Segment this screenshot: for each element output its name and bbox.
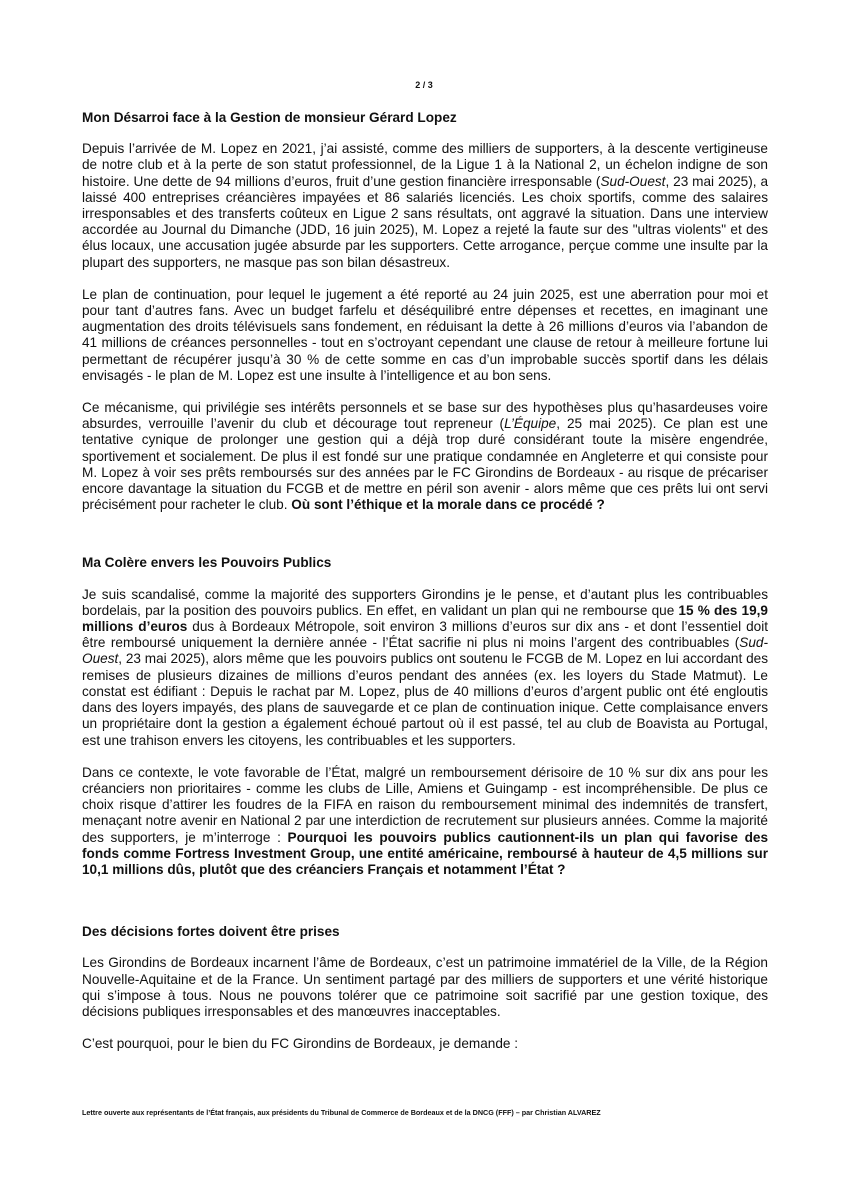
paragraph (82, 400, 768, 513)
page-number: 2 / 3 (415, 80, 433, 90)
text-run: , 23 mai 2025), a laissé 400 entreprises créancières impayées et 86 salariés licenciés. Les choix sportifs, comme des salaires irresponsables et des transferts coûteux en Ligue 2 sans résultats, ont aggravé la situation. Dans une interview accordée au Journal du Dimanche (JDD, 16 juin 2025), M. Lopez a rejeté la faute sur des "ultras violents" et des élus locaux, une accusation jugée absurde par les supporters. Cette arrogance, perçue comme une insulte par la plupart des supporters, ne masque pas son bilan désastreux. (82, 173, 769, 270)
paragraph (82, 587, 768, 749)
paragraph (82, 287, 768, 384)
source-citation: L’Équipe (504, 416, 557, 432)
paragraph (82, 955, 768, 1020)
text-run: Dans ce contexte, le vote favorable de l’État, malgré un remboursement dérisoire de 10 % sur dix ans pour les créanciers non prioritaires - comme les clubs de Lille, Amiens et Guingamp - est incompréhensible. De plus ce choix risque d’attirer les foudres de la FIFA en raison du remboursement minimal des indemnités de transfert, menaçant notre avenir en National 2 par une interdiction de recrutement sur plusieurs années. Comme la majorité des supporters, je m’interroge : (82, 764, 768, 845)
text-run: dus à Bordeaux Métropole, soit environ 3 millions d’euros sur dix ans - et dont l’essentiel doit être remboursé uniquement la dernière année - l’État sacrifie ni plus ni moins l’argent des contribuables ( (82, 619, 768, 651)
text-run: Les Girondins de Bordeaux incarnent l’âme de Bordeaux, c’est un patrimoine immatériel de la Ville, de la Région Nouvelle-Aquitaine et de la France. Un sentiment partagé par des milliers de supporters et une vérité historique qui s’impose à tous. Nous ne pouvons tolérer que ce patrimoine soit sacrifié par une gestion toxique, des décisions publiques irresponsables et des manœuvres inacceptables. (82, 955, 768, 1019)
section-public-authorities (82, 555, 768, 878)
section-heading: Des décisions fortes doivent être prises (82, 924, 340, 940)
text-run: C’est pourquoi, pour le bien du FC Girondins de Bordeaux, je demande : (82, 1036, 519, 1052)
text-run: Depuis l’arrivée de M. Lopez en 2021, j’ai assisté, comme des milliers de supporters, à la descente vertigineuse de notre club et à la perte de son statut professionnel, de la Ligue 1 à la National 2, un échelon indigne de son histoire. Une dette de 94 millions d’euros, fruit d’une gestion financière irresponsable ( (82, 141, 768, 189)
source-citation: Sud-Ouest (600, 173, 666, 189)
source-citation: Sud-Ouest (82, 635, 768, 667)
section-heading: Mon Désarroi face à la Gestion de monsieur Gérard Lopez (82, 110, 457, 125)
section-heading: Ma Colère envers les Pouvoirs Publics (82, 555, 332, 571)
section-strong-decisions (82, 924, 768, 1052)
footer-note: Lettre ouverte aux représentants de l’État français, aux présidents du Tribunal de Commerce de Bordeaux et de la DNCG (FFF) – par Christian ALVAREZ (82, 1108, 601, 1117)
section-lopez-management (82, 110, 768, 513)
letter-body (82, 110, 768, 1068)
emphasis-bold: Pourquoi les pouvoirs publics cautionnent-ils un plan qui favorise des fonds comme Fortress Investment Group, une entité américaine, remboursé à hauteur de 4,5 millions sur 10,1 millions dûs, plutôt que des créanciers Français et notamment l’État ? (82, 829, 768, 877)
emphasis-bold: 15 % des 19,9 millions d’euros (82, 602, 768, 635)
emphasis-bold: Où sont l’éthique et la morale dans ce procédé ? (291, 497, 605, 513)
paragraph (82, 141, 768, 271)
spacer (82, 529, 768, 555)
paragraph (82, 1036, 768, 1052)
paragraph (82, 765, 768, 878)
text-run: Ce mécanisme, qui privilégie ses intérêts personnels et se base sur des hypothèses plus qu’hasardeuses voire absurdes, verrouille l’avenir du club et décourage tout repreneur ( (82, 400, 768, 432)
text-run: , 25 mai 2025). Ce plan est une tentative cynique de prolonger une gestion qui a déjà trop duré considérant toute la misère engendrée, sportivement et socialement. De plus il est fondé sur une pratique condamnée en Angleterre et qui consiste pour M. Lopez à voir ses prêts remboursés sur des années par le FC Girondins de Bordeaux - au risque de précariser encore davantage la situation du FCGB et de mettre en péril son avenir - alors même que ces prêts lui ont servi précisément pour racheter le club. (82, 416, 768, 513)
spacer (82, 894, 768, 924)
text-run: Le plan de continuation, pour lequel le jugement a été reporté au 24 juin 2025, est une aberration pour moi et pour tant d’autres fans. Avec un budget farfelu et déséquilibré entre dépenses et recettes, en imaginant une augmentation des droits télévisuels sans fondement, en réduisant la dette à 26 millions d’euros via l’abandon de 41 millions de créances personnelles - tout en s’octroyant cependant une clause de retour à meilleure fortune lui permettant de récupérer jusqu’à 30 % de cette somme en cas d’un improbable succès sportif dans les délais envisagés - le plan de M. Lopez est une insulte à l’intelligence et au bon sens. (82, 286, 768, 383)
text-run: , 23 mai 2025), alors même que les pouvoirs publics ont soutenu le FCGB de M. Lopez en lui accordant des remises de plusieurs dizaines de millions d’euros pendant des années (ex. les loyers du Stade Matmut). Le constat est édifiant : Depuis le rachat par M. Lopez, plus de 40 millions d’euros d’argent public ont été engloutis dans des loyers impayés, des plans de sauvegarde et ce plan de continuation inique. Cette complaisance envers un propriétaire dont la gestion a également échoué partout où il est passé, tel au club de Boavista au Portugal, est une trahison envers les citoyens, les contribuables et les supporters. (82, 651, 768, 748)
text-run: Je suis scandalisé, comme la majorité des supporters Girondins je le pense, et d’autant plus les contribuables bordelais, par la position des pouvoirs publics. En effet, en validant un plan qui ne rembourse que (82, 586, 768, 618)
